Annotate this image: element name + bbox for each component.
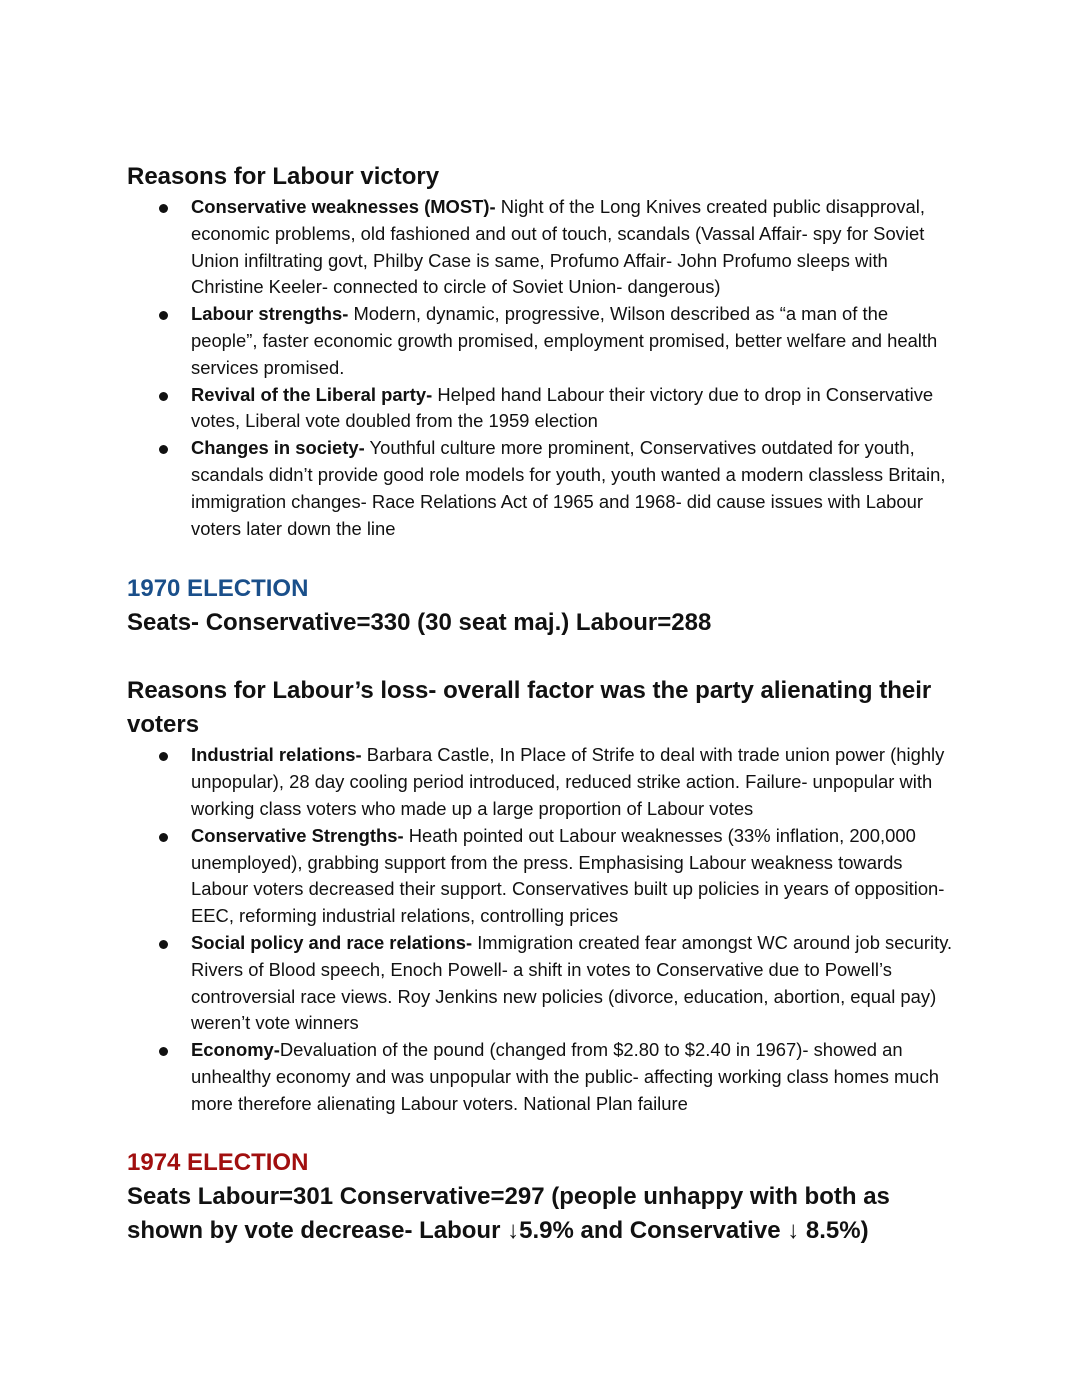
bullet-lead: Conservative Strengths-: [191, 824, 404, 846]
list-item: [127, 742, 957, 822]
election-1970-seats: Seats- Conservative=330 (30 seat maj.) Labour=288: [127, 609, 712, 637]
list-item: [127, 382, 957, 436]
bullet-icon: [159, 940, 168, 949]
bullet-text: Youthful culture more prominent, Conservatives outdated for youth, scandals didn’t provide good role models for youth, youth wanted a modern classless Britain, immigration changes- Race Relations Act of 1965 and 1968- did cause issues with Labour voters later down the line: [191, 437, 946, 539]
bullet-lead: Industrial relations-: [191, 744, 362, 766]
bullet-icon: [159, 1047, 168, 1056]
list-item: [127, 823, 957, 930]
list-item: [127, 301, 957, 381]
bullet-lead: Labour strengths-: [191, 303, 349, 325]
bullet-text: Barbara Castle, In Place of Strife to deal with trade union power (highly unpopular), 28 day cooling period introduced, reduced strike action. Failure- unpopular with working class voters who made up a large proportion of Labour votes: [191, 744, 945, 819]
bullet-text: Night of the Long Knives created public disapproval, economic problems, old fashioned and out of touch, scandals (Vassal Affair- spy for Soviet Union infiltrating govt, Philby Case is same, Profumo Affair- John Profumo sleeps with Christine Keeler- connected to circle of Soviet Union- dangerous): [191, 196, 925, 298]
bullet-text: Devaluation of the pound (changed from $2.80 to $2.40 in 1967)- showed an unhealthy economy and was unpopular with the public- affecting working class homes much more therefore alienating Labour voters. National Plan failure: [191, 1039, 939, 1114]
bullet-icon: [159, 311, 168, 320]
document-page: [127, 160, 957, 1248]
bullet-lead: Revival of the Liberal party-: [191, 383, 433, 405]
bullet-text: Modern, dynamic, progressive, Wilson described as “a man of the people”, faster economic growth promised, employment promised, better welfare and health services promised.: [191, 303, 938, 378]
election-1970-title: 1970 ELECTION: [127, 575, 309, 603]
labour-victory-list: [127, 194, 957, 542]
bullet-icon: [159, 833, 168, 842]
labour-loss-list: [127, 742, 957, 1117]
bullet-icon: [159, 204, 168, 213]
election-1974-title: 1974 ELECTION: [127, 1148, 309, 1176]
list-item: [127, 930, 957, 1037]
bullet-text: Immigration created fear amongst WC around job security. Rivers of Blood speech, Enoch Powell- a shift in votes to Conservative due to Powell’s controversial race views. Roy Jenkins new policies (divorce, education, abortion, equal pay) weren’t vote winners: [191, 931, 953, 1034]
bullet-lead: Social policy and race relations-: [191, 931, 473, 953]
bullet-icon: [159, 752, 168, 761]
bullet-icon: [159, 392, 168, 401]
bullet-icon: [159, 445, 168, 454]
bullet-text: Heath pointed out Labour weaknesses (33% inflation, 200,000 unemployed), grabbing support from the press. Emphasising Labour weakness towards Labour voters decreased their support. Conservatives built up policies in years of opposition- EEC, reforming industrial relations, controlling prices: [191, 824, 945, 927]
labour-victory-heading: Reasons for Labour victory: [127, 163, 440, 190]
list-item: [127, 194, 957, 301]
labour-loss-heading: Reasons for Labour’s loss- overall factor was the party alienating their voters: [127, 677, 932, 739]
election-1974-seats: Seats Labour=301 Conservative=297 (people unhappy with both as shown by vote decrease- Labour ↓5.9% and Conservative ↓ 8.5%): [127, 1182, 890, 1244]
bullet-lead: Economy-: [191, 1039, 280, 1061]
bullet-lead: Changes in society-: [191, 437, 365, 459]
list-item: [127, 1037, 957, 1117]
bullet-text: Helped hand Labour their victory due to drop in Conservative votes, Liberal vote doubled from the 1959 election: [191, 383, 934, 432]
list-item: [127, 435, 957, 542]
bullet-lead: Conservative weaknesses (MOST)-: [191, 196, 496, 217]
